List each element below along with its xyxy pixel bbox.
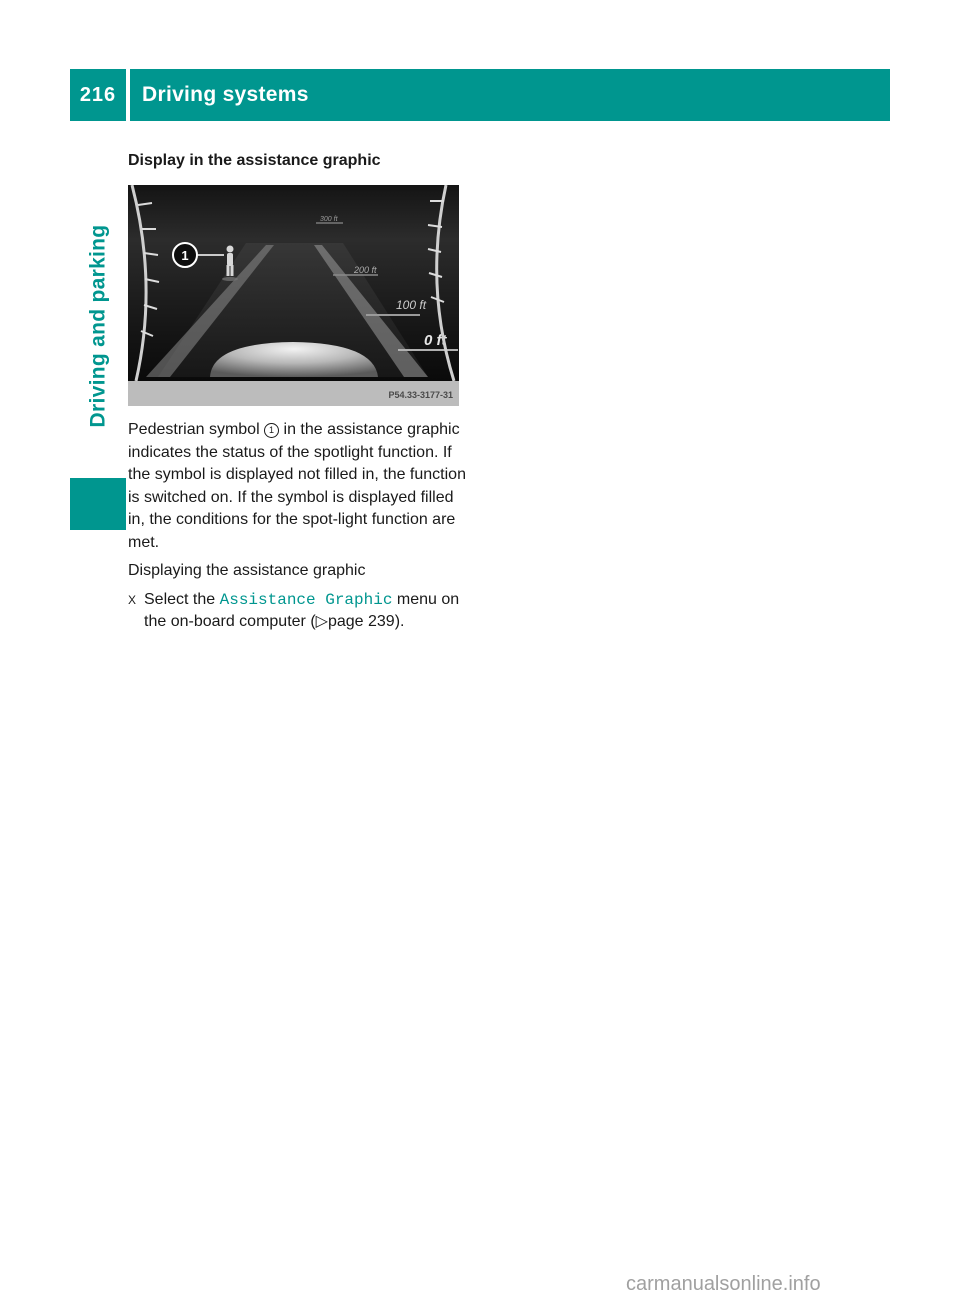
chapter-title: Driving systems — [142, 83, 309, 106]
distance-label-200: 200 ft — [354, 265, 377, 275]
distance-label-300: 300 ft — [320, 216, 338, 223]
side-tab-block — [70, 478, 126, 530]
assistance-graphic-figure — [128, 185, 459, 406]
header-divider — [126, 69, 130, 121]
figure-image-code: P54.33-3177-31 — [388, 390, 453, 400]
menu-term: Assistance Graphic — [219, 590, 393, 609]
distance-label-0: 0 ft — [424, 332, 447, 349]
instruction-arrow-icon: X — [128, 592, 137, 607]
watermark: carmanualsonline.info — [626, 1273, 821, 1295]
assistance-graphic-illustration — [128, 185, 459, 406]
callout-number: 1 — [181, 248, 189, 263]
page-number: 216 — [79, 83, 117, 106]
side-tab — [72, 176, 124, 476]
callout-reference: 1 — [264, 423, 279, 438]
subheading-paragraph: Displaying the assistance graphic — [128, 562, 366, 579]
side-tab-label: Driving and parking — [86, 224, 109, 428]
description-paragraph: Pedestrian symbol 1 in the assistance graphic indicates the status of the spotlight function. If the symbol is displayed not filled in, the function is switched on. If the symbol is displayed filled in, the conditions for the spot-light function are met. — [128, 421, 466, 551]
section-heading: Display in the assistance graphic — [128, 152, 381, 169]
distance-label-100: 100 ft — [396, 298, 427, 312]
page-reference-link[interactable]: page 239 — [327, 613, 395, 630]
body-text — [128, 419, 466, 634]
page-ref-arrow-icon: ▷ — [315, 613, 328, 630]
instruction-step: X Select the Assistance Graphic menu on the on-board computer (▷page 239). — [128, 590, 460, 630]
